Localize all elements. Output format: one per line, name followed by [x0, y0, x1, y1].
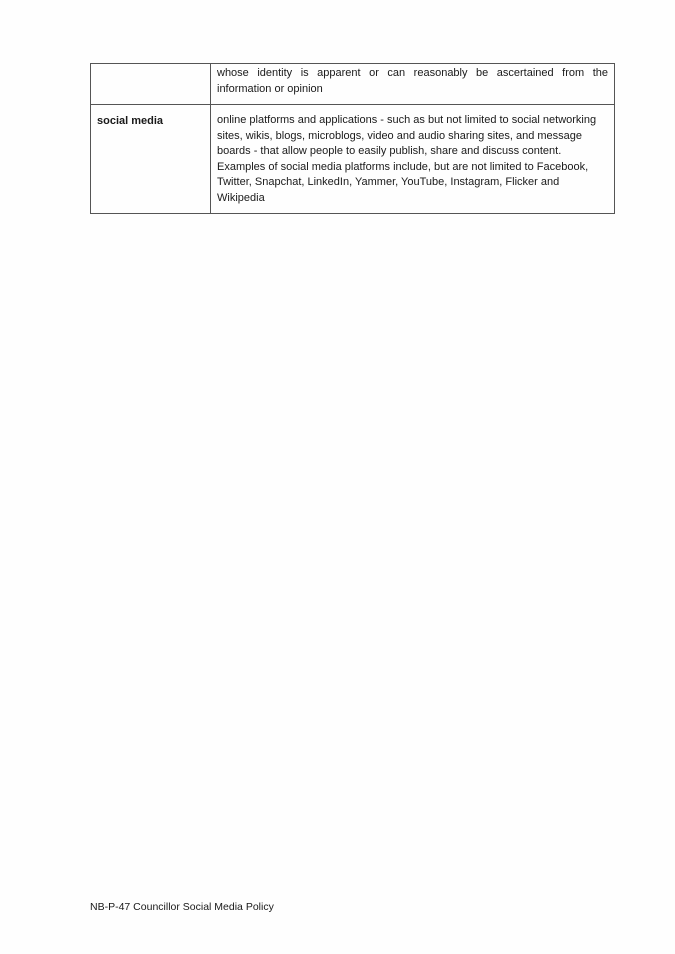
- definitions-table: [90, 63, 615, 214]
- description-cell: whose identity is apparent or can reasonably be ascertained from the information or opinion: [211, 64, 615, 105]
- description-cell: online platforms and applications - such as but not limited to social networking sites, wikis, blogs, microblogs, video and audio sharing sites, and message boards - that allow people to easily publish, share and discuss content. Examples of social media platforms include, but are not limited to Facebook, Twitter, Snapchat, LinkedIn, Yammer, YouTube, Instagram, Flicker and Wikipedia: [211, 105, 615, 214]
- table-row: [91, 64, 615, 105]
- page-footer: NB-P-47 Councillor Social Media Policy: [90, 901, 274, 913]
- table-row: [91, 105, 615, 214]
- term-cell: social media: [91, 105, 211, 214]
- term-cell: [91, 64, 211, 105]
